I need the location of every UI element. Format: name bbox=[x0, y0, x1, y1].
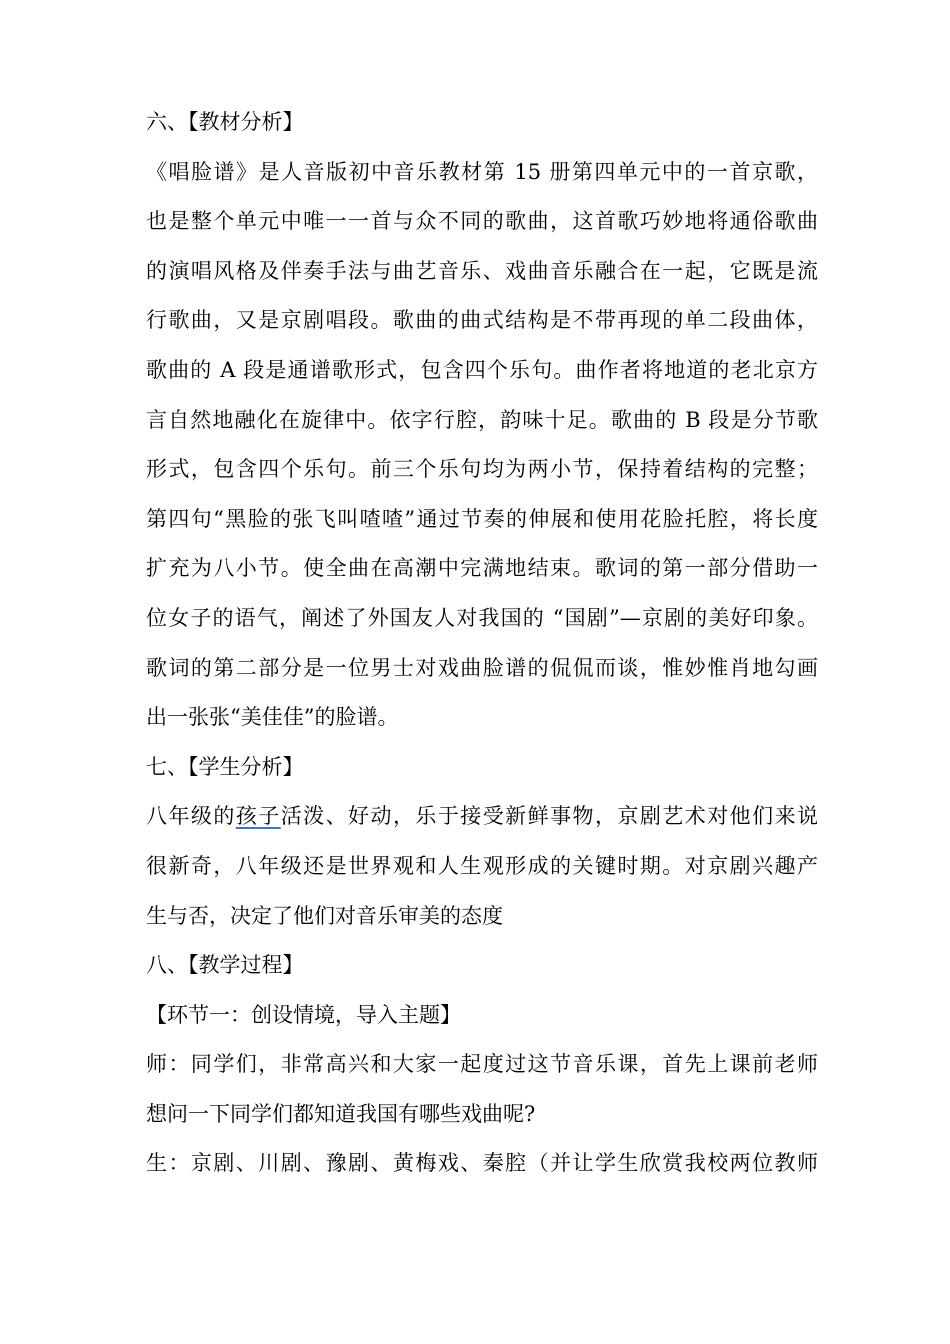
paragraph-line: 的演唱风格及伴奏手法与曲艺音乐、戏曲音乐融合在一起，它既是流 bbox=[146, 258, 818, 283]
paragraph-line-students-first bbox=[146, 792, 818, 842]
dialogue-line: 想问一下同学们都知道我国有哪些戏曲呢? bbox=[146, 1101, 536, 1126]
paragraph-line: 生与否，决定了他们对音乐审美的态度 bbox=[146, 903, 503, 928]
dialogue-line: 生：京剧、川剧、豫剧、黄梅戏、秦腔（并让学生欣赏我校两位教师 bbox=[146, 1151, 818, 1176]
paragraph-line: 言自然地融化在旋律中。依字行腔，韵味十足。歌曲的 B 段是分节歌 bbox=[146, 407, 818, 432]
paragraph-line: 《唱脸谱》是人音版初中音乐教材第 15 册第四单元中的一首京歌， bbox=[146, 159, 818, 184]
paragraph-line: 第四句“黑脸的张飞叫喳喳”通过节奏的伸展和使用花脸托腔，将长度 bbox=[146, 506, 818, 531]
document-page bbox=[146, 98, 818, 1189]
paragraph-line: 形式，包含四个乐句。前三个乐句均为两小节，保持着结构的完整； bbox=[146, 457, 818, 482]
dialogue-line: 师：同学们，非常高兴和大家一起度过这节音乐课，首先上课前老师 bbox=[146, 1052, 818, 1077]
section-heading-students: 七、【学生分析】 bbox=[146, 754, 304, 779]
step-heading: 【环节一：创设情境，导入主题】 bbox=[146, 1002, 461, 1027]
section-heading-textbook: 六、【教材分析】 bbox=[146, 110, 304, 134]
paragraph-line: 歌词的第二部分是一位男士对戏曲脸谱的侃侃而谈，惟妙惟肖地勾画 bbox=[146, 655, 818, 680]
paragraph-line: 位女子的语气，阐述了外国友人对我国的 “国剧”—京剧的美好印象。 bbox=[146, 605, 818, 630]
paragraph-line: 行歌曲，又是京剧唱段。歌曲的曲式结构是不带再现的单二段曲体， bbox=[146, 308, 818, 333]
paragraph-line: 扩充为八小节。使全曲在高潮中完满地结束。歌词的第一部分借助一 bbox=[146, 556, 818, 581]
paragraph-line: 出一张张“美佳佳”的脸谱。 bbox=[146, 705, 399, 730]
text-run: 八年级的 bbox=[146, 804, 236, 829]
text-run: 活泼、好动，乐于接受新鲜事物，京剧艺术对他们来说 bbox=[280, 804, 818, 829]
underlined-word: 孩子 bbox=[235, 804, 281, 829]
paragraph-line: 歌曲的 A 段是通谱歌形式，包含四个乐句。曲作者将地道的老北京方 bbox=[146, 357, 818, 382]
section-heading-process: 八、【教学过程】 bbox=[146, 953, 304, 978]
paragraph-line: 很新奇，八年级还是世界观和人生观形成的关键时期。对京剧兴趣产 bbox=[146, 853, 818, 878]
paragraph-line: 也是整个单元中唯一一首与众不同的歌曲，这首歌巧妙地将通俗歌曲 bbox=[146, 209, 818, 234]
